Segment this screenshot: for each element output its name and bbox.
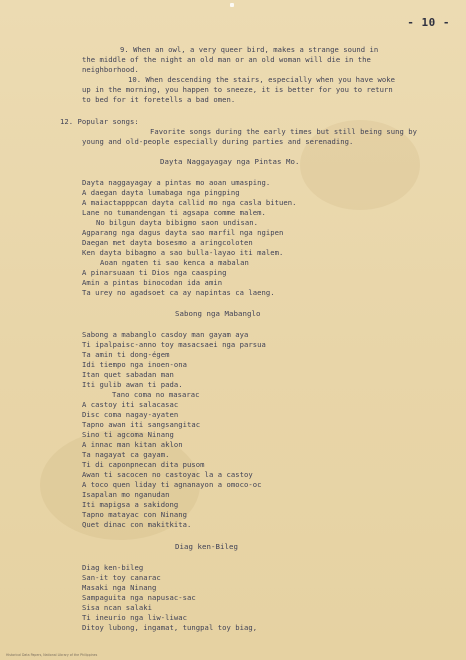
binder-hole-mark xyxy=(230,3,234,7)
song-line: Ti ineurio nga liw-liwac xyxy=(82,613,188,622)
song-line: A maiactapppcan dayta callid mo nga casla bituen. xyxy=(82,198,297,207)
song-line: Tapno matayac con Ninang xyxy=(82,510,188,519)
song-line: Iti gulib awan ti pada. xyxy=(82,380,183,389)
song-line: Daegan met dayta bosesmo a aringcoloten xyxy=(82,238,253,247)
song-line: Ditoy lubong, ingamat, tungpal toy biag, xyxy=(82,623,258,632)
song-line: Dayta naggayagay a pintas mo aoan umasping. xyxy=(82,178,271,187)
text-line: 10. When descending the stairs, especially when you have woke xyxy=(128,75,396,84)
song-line: Ti di caponpnecan dita pusom xyxy=(82,460,205,469)
song-line: Diag ken-bileg xyxy=(82,563,144,572)
archive-footer-stamp: Historical Data Papers, National Library of the Philippines xyxy=(6,653,98,657)
song-line: Ta amin ti dong-égem xyxy=(82,350,170,359)
text-line: to bed for it foretells a bad omen. xyxy=(82,95,236,104)
song-title: Diag ken-Bileg xyxy=(175,542,238,551)
song-line: No bilgun dayta bibigmo saon undisan. xyxy=(96,218,258,227)
song-line: Quet dinac con makitkita. xyxy=(82,520,192,529)
song-line: Tano coma no masarac xyxy=(112,390,200,399)
text-line: up in the morning, you happen to sneeze, it is better for you to return xyxy=(82,85,393,94)
page-number: - 10 - xyxy=(407,16,450,29)
song-line: Sampaguita nga napusac-sac xyxy=(82,593,196,602)
song-line: Isapalan mo nganudan xyxy=(82,490,170,499)
song-title: Sabong nga Mabanglo xyxy=(175,309,261,318)
song-line: Sino ti agcoma Ninang xyxy=(82,430,174,439)
song-line: A pinarsuaan ti Dios nga caasping xyxy=(82,268,227,277)
song-line: A innac man kitan aklon xyxy=(82,440,183,449)
song-line: Idi tiempo nga inoen-ona xyxy=(82,360,188,369)
section-heading: 12. Popular songs: xyxy=(60,117,139,126)
song-line: Awan ti sacocen no castoyac la a castoy xyxy=(82,470,253,479)
song-line: Aoan ngaten ti sao kenca a mabalan xyxy=(100,258,249,267)
song-line: Tapno awan iti sangsangitac xyxy=(82,420,201,429)
song-line: Sabong a mabanglo casdoy man gayam aya xyxy=(82,330,249,339)
song-line: Ta nagayat ca gayam. xyxy=(82,450,170,459)
text-line: 9. When an owl, a very queer bird, makes a strange sound in xyxy=(120,45,379,54)
song-line: Lane no tumandengan ti agsapa comme malem. xyxy=(82,208,266,217)
song-line: A castoy iti salacasac xyxy=(82,400,179,409)
song-line: Ti ipalpaisc-anno toy masacsaei nga parsua xyxy=(82,340,266,349)
song-line: A toco quen liday ti agnanayon a omoco-oc xyxy=(82,480,262,489)
song-line: San-it toy canarac xyxy=(82,573,161,582)
text-line: young and old-people especially during parties and serenading. xyxy=(82,137,354,146)
song-line: Masaki nga Ninang xyxy=(82,583,157,592)
song-line: Ken dayta bibagmo a sao bulla-layao iti malem. xyxy=(82,248,284,257)
song-line: Amin a pintas binocodan ida amin xyxy=(82,278,223,287)
song-line: Disc coma nagay-ayaten xyxy=(82,410,179,419)
song-title: Dayta Naggayagay nga Pintas Mo. xyxy=(160,157,300,166)
text-line: the middle of the night an old man or an old woman will die in the xyxy=(82,55,371,64)
song-line: Itan quet sabadan man xyxy=(82,370,174,379)
song-line: Agparang nga dagus dayta sao marfil nga ngipen xyxy=(82,228,284,237)
song-line: Ta urey no agadsoet ca ay napintas ca laeng. xyxy=(82,288,275,297)
song-line: Sisa ncan salaki xyxy=(82,603,153,612)
song-line: A daegan dayta lumabaga nga pingping xyxy=(82,188,240,197)
song-line: Iti mapigsa a sakidong xyxy=(82,500,179,509)
text-line: Favorite songs during the early times but still being sung by xyxy=(150,127,418,136)
text-line: neighborhood. xyxy=(82,65,139,74)
